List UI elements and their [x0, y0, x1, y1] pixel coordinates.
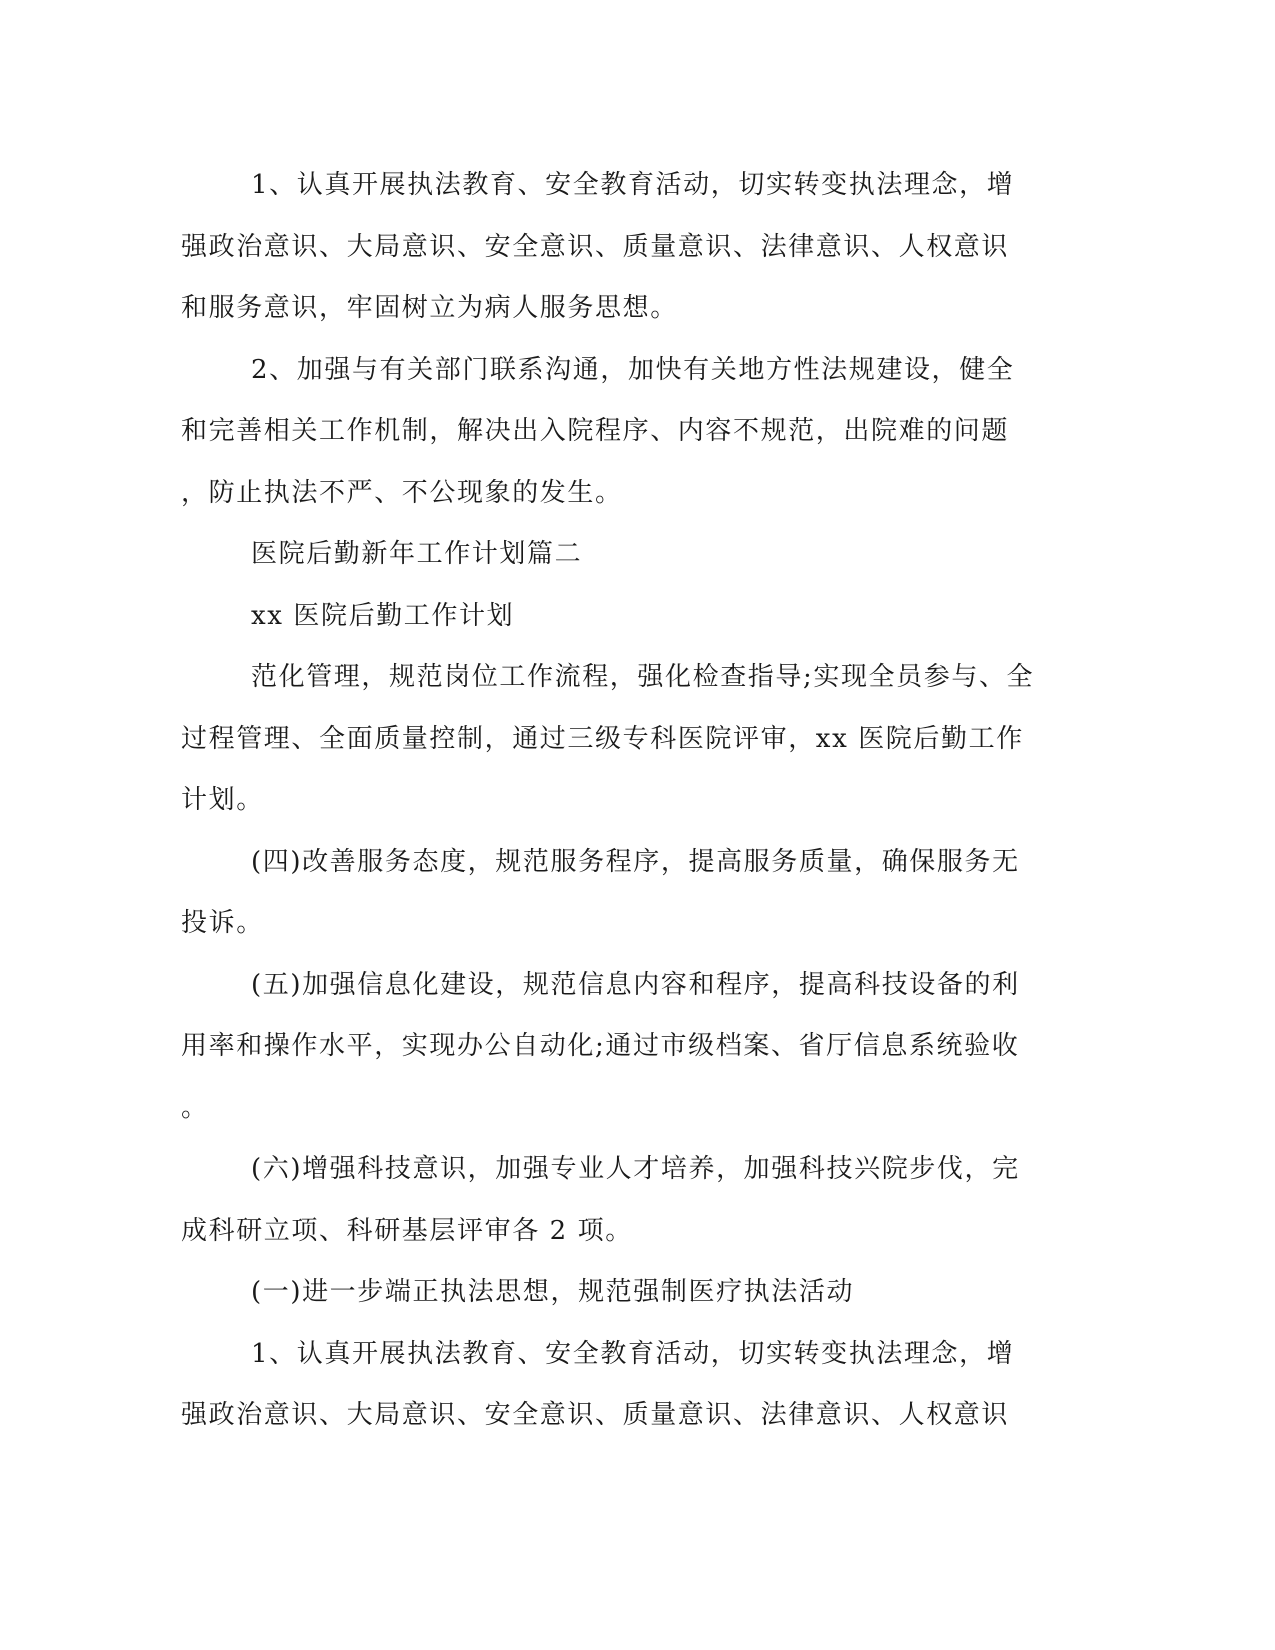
text-line: (四)改善服务态度，规范服务程序，提高服务质量，确保服务无: [251, 846, 1020, 877]
paragraph-5: [181, 955, 1061, 1140]
text-line: 计划。: [181, 785, 264, 815]
text-line: 成科研立项、科研基层评审各 2 项。: [181, 1215, 633, 1246]
text-line: (五)加强信息化建设，规范信息内容和程序，提高科技设备的利: [251, 969, 1020, 1000]
title-line: xx 医院后勤工作计划: [251, 600, 515, 631]
heading-line: 医院后勤新年工作计划篇二: [251, 539, 583, 569]
text-line: 过程管理、全面质量控制，通过三级专科医院评审，xx 医院后勤工作: [181, 723, 1024, 754]
paragraph-3: [181, 647, 1061, 832]
paragraph-4: [181, 832, 1061, 955]
text-line: 。: [181, 1092, 209, 1123]
text-line: 范化管理，规范岗位工作流程，强化检查指导;实现全员参与、全: [251, 662, 1035, 692]
text-line: (一)进一步端正执法思想，规范强制医疗执法活动: [251, 1277, 855, 1307]
text-line: ，防止执法不严、不公现象的发生。: [181, 477, 623, 508]
paragraph-2: [181, 340, 1061, 525]
paragraph-6: [181, 1139, 1061, 1262]
section-heading: [181, 524, 1061, 586]
text-line: 1、认真开展执法教育、安全教育活动，切实转变执法理念，增: [251, 1338, 1015, 1369]
text-line: 和服务意识，牢固树立为病人服务思想。: [181, 293, 678, 323]
text-line: 用率和操作水平，实现办公自动化;通过市级档案、省厅信息系统验收: [181, 1031, 1020, 1061]
paragraph-7: [181, 1262, 1061, 1324]
text-line: (六)增强科技意识，加强专业人才培养，加强科技兴院步伐，完: [251, 1154, 1020, 1184]
text-line: 和完善相关工作机制，解决出入院程序、内容不规范，出院难的问题: [181, 416, 1010, 446]
text-line: 1、认真开展执法教育、安全教育活动，切实转变执法理念，增: [251, 170, 1015, 200]
plan-title: [181, 586, 1061, 648]
paragraph-8: [181, 1324, 1061, 1447]
paragraph-1: [181, 155, 1061, 340]
text-line: 强政治意识、大局意识、安全意识、质量意识、法律意识、人权意识: [181, 231, 1010, 262]
text-line: 强政治意识、大局意识、安全意识、质量意识、法律意识、人权意识: [181, 1400, 1010, 1430]
text-line: 投诉。: [181, 908, 264, 938]
document-body: [181, 155, 1061, 1447]
text-line: 2、加强与有关部门联系沟通，加快有关地方性法规建设，健全: [251, 354, 1015, 385]
